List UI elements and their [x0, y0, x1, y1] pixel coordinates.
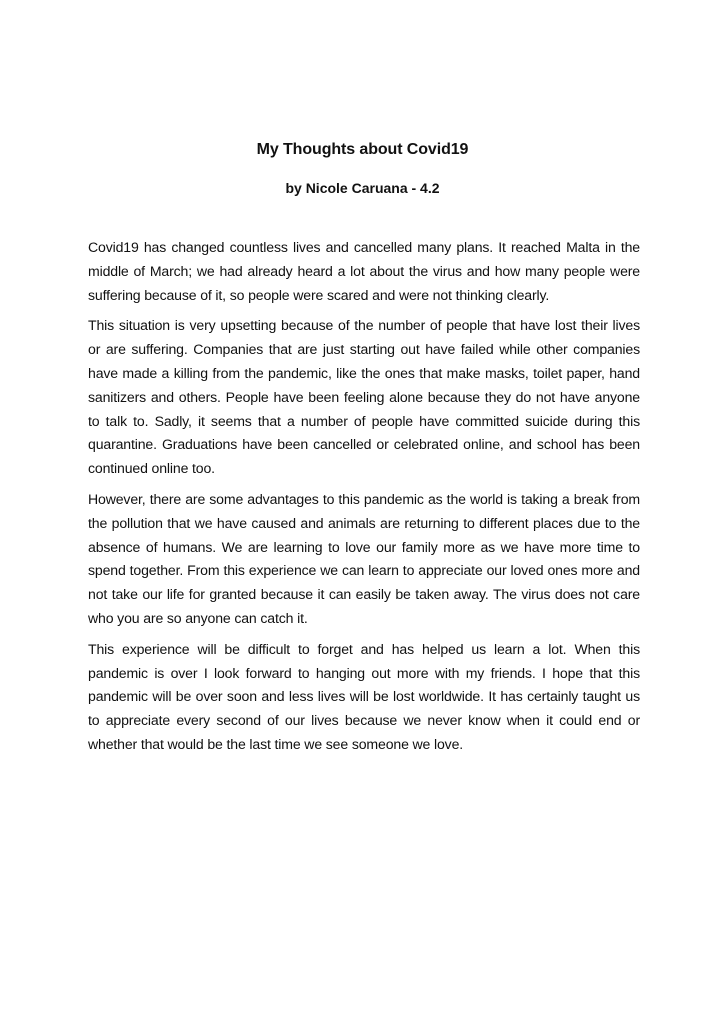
paragraph-3: However, there are some advantages to this pandemic as the world is taking a break from the pollution that we have caused and animals are returning to different places due to the absence of humans. We are learning to love our family more as we have more time to spend together. From this experience we can learn to appreciate our loved ones more and not take our life for granted because it can easily be taken away. The virus does not care who you are so anyone can catch it. [88, 490, 640, 626]
paragraph-2: This situation is very upsetting because of the number of people that have lost their lives or are suffering. Companies that are just starting out have failed while other companies have made a killing from the pandemic, like the ones that make masks, toilet paper, hand sanitizers and others. People have been feeling alone because they do not have anyone to talk to. Sadly, it seems that a number of people have committed suicide during this quarantine. Graduations have been cancelled or celebrated online, and school has been continued online too. [88, 317, 640, 477]
document-body [88, 236, 640, 764]
document-byline: by Nicole Caruana - 4.2 [285, 180, 440, 196]
paragraph-1: Covid19 has changed countless lives and cancelled many plans. It reached Malta in the middle of March; we had already heard a lot about the virus and how many people were suffering because of it, so people were scared and were not thinking clearly. [88, 239, 640, 303]
document-title: My Thoughts about Covid19 [256, 141, 469, 158]
paragraph-4: This experience will be difficult to forget and has helped us learn a lot. When this pandemic is over I look forward to hanging out more with my friends. I hope that this pandemic will be over soon and less lives will be lost worldwide. It has certainly taught us to appreciate every second of our lives because we never know when it could end or whether that would be the last time we see someone we love. [88, 640, 640, 752]
